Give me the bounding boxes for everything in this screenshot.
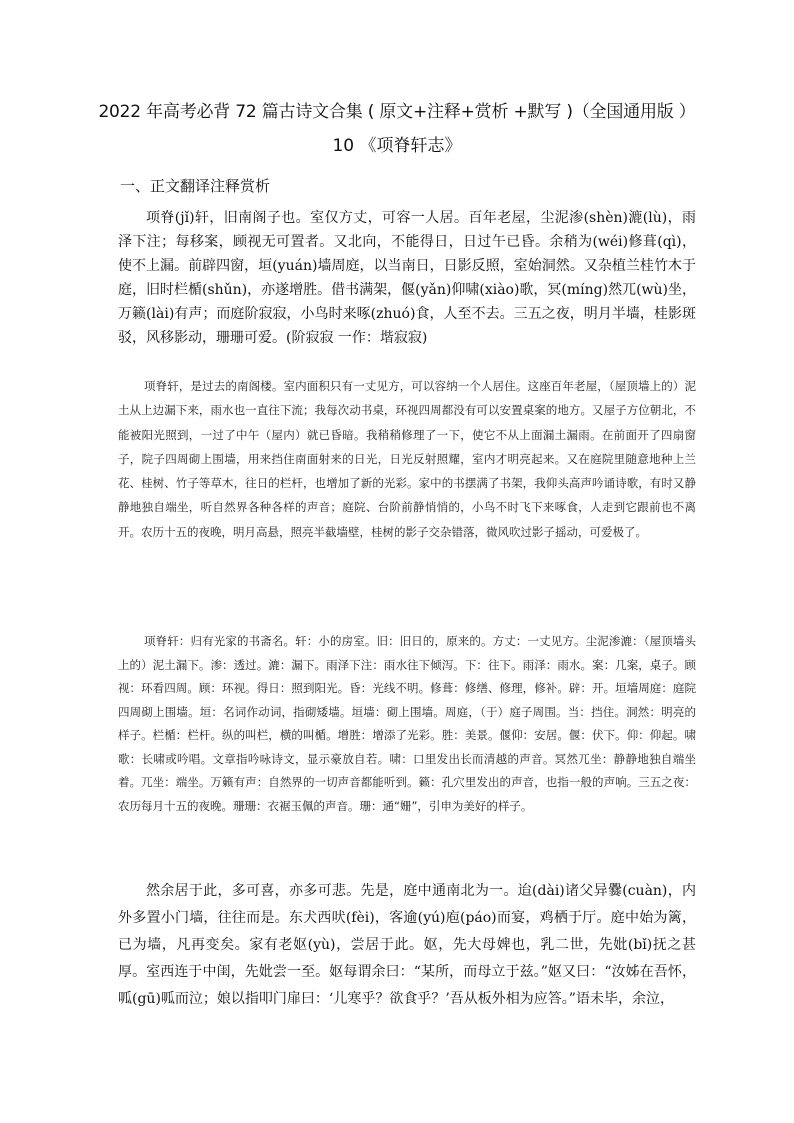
document-subtitle: 10 《项脊轩志》 [332, 136, 462, 156]
annotation-paragraph: 项脊轩：归有光家的书斋名。轩：小的房室。旧：旧日的，原来的。方丈：一丈见方。尘泥渗漉：（屋顶墙头上的）泥土漏下。渗：透过。漉：漏下。雨泽下注：雨水往下倾泻。下：往下。雨泽：雨水。案：几案，桌子。顾视：环看四周。顾：环视。得日：照到阳光。昏：光线不明。修葺：修缮、修理，修补。辟：开。垣墙周庭：庭院四周砌上围墙。垣：名词作动词，指砌矮墙。垣墙：砌上围墙。周庭，（于）庭子周围。当：挡住。洞然：明亮的样子。栏楯：栏杆。纵的叫栏，横的叫楯。增胜：增添了光彩。胜：美景。偃仰：安居。偃：伏下。仰：仰起。啸歌：长啸或吟唱。文章指吟咏诗文，显示豪放自若。啸：口里发出长而清越的声音。冥然兀坐：静静地独自端坐着。兀坐：端坐。万籁有声：自然界的一切声音都能听到。籁：孔穴里发出的声音，也指一般的声响。三五之夜：农历每月十五的夜晚。珊珊：衣裾玉佩的声音。珊：通“姗”，引申为美好的样子。 [118, 634, 696, 813]
document-title: 2022 年高考必背 72 篇古诗文合集 ( 原文+注释+赏析 +默写 )（全国通用版 ） [98, 102, 696, 122]
section-heading: 一、正文翻译注释赏析 [120, 177, 271, 195]
original-text-paragraph-1: 项脊(jǐ)轩，旧南阁子也。室仅方丈，可容一人居。百年老屋，尘泥渗(shèn)漉(lù)，雨泽下注；每移案，顾视无可置者。又北向，不能得日，日过午已昏。余稍为(wéi)修葺(qì)，使不上漏。前辟四窗，垣(yuán)墙周庭，以当南日，日影反照，室始洞然。又杂植兰桂竹木于庭，旧时栏楯(shǔn)，亦遂增胜。借书满架，偃(yǎn)仰啸(xiào)歌，冥(míng)然兀(wù)坐，万籁(lài)有声；而庭阶寂寂，小鸟时来啄(zhuó)食，人至不去。三五之夜，明月半墙，桂影斑驳，风移影动，珊珊可爱。(阶寂寂 一作：堦寂寂) [118, 210, 697, 346]
translation-paragraph: 项脊轩，是过去的南阁楼。室内面积只有一丈见方，可以容纳一个人居住。这座百年老屋，（屋顶墙上的）泥土从上边漏下来，雨水也一直往下流；我每次动书桌，环视四周都没有可以安置桌案的地方。又屋子方位朝北，不能被阳光照到，一过了中午（屋内）就已昏暗。我稍稍修理了一下，使它不从上面漏土漏雨。在前面开了四扇窗子，院子四周砌上围墙，用来挡住南面射来的日光，日光反射照耀，室内才明亮起来。又在庭院里随意地种上兰花、桂树、竹子等草木，往日的栏杆，也增加了新的光彩。家中的书摆满了书架，我仰头高声吟诵诗歌，有时又静静地独自端坐，听自然界各种各样的声音；庭院、台阶前静悄悄的，小鸟不时飞下来啄食，人走到它跟前也不离开。农历十五的夜晚，明月高悬，照亮半截墙壁，桂树的影子交杂错落，微风吹过影子摇动，可爱极了。 [118, 379, 696, 539]
original-text-paragraph-2: 然余居于此，多可喜，亦多可悲。先是，庭中通南北为一。迨(dài)诸父异爨(cuàn)，内外多置小门墙，往往而是。东犬西吠(fèi)，客逾(yú)庖(páo)而宴，鸡栖于厅。庭中始为篱，已为墙，凡再变矣。家有老妪(yù)，尝居于此。妪，先大母婢也，乳二世，先妣(bǐ)抚之甚厚。室西连于中闺，先妣尝一至。妪每谓余曰：“某所，而母立于兹。”妪又曰：“汝姊在吾怀，呱(gū)呱而泣；娘以指叩门扉曰：‘儿寒乎？欲食乎？’吾从板外相为应答。”语未毕，余泣， [118, 883, 696, 1007]
